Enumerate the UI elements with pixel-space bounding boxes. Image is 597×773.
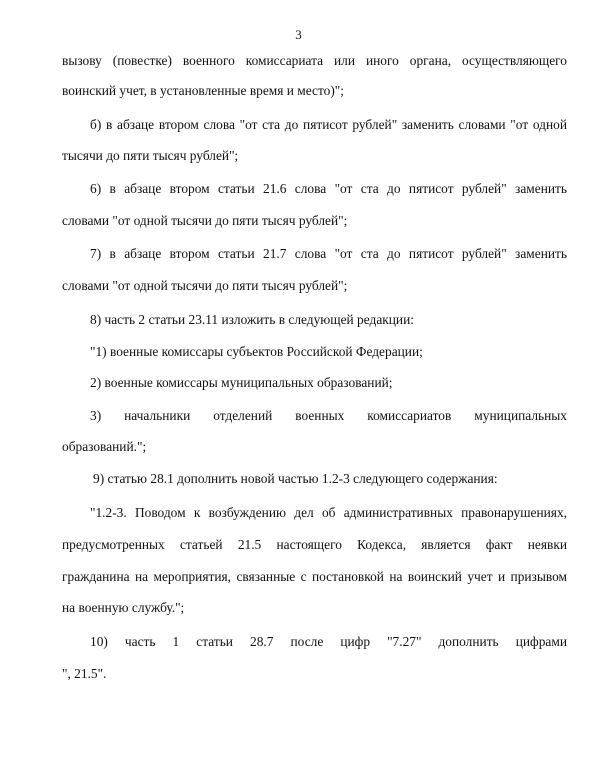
text-line: 2) военные комиссары муниципальных образований; [90, 375, 393, 390]
text-line: вызову (повестке) военного комиссариата или иного органа, осуществляющего [62, 53, 567, 68]
text-line: предусмотренных статьей 21.5 настоящего Кодекса, является факт неявки [62, 537, 567, 552]
text-line: 9) статью 28.1 дополнить новой частью 1.2-3 следующего содержания: [93, 471, 498, 486]
text-line: на военную службу."; [62, 600, 185, 615]
text-line: 10) часть 1 статьи 28.7 после цифр "7.27" дополнить цифрами [90, 634, 567, 649]
text-line: ", 21.5". [62, 666, 107, 681]
text-line: 7) в абзаце втором статьи 21.7 слова "от ста до пятисот рублей" заменить [90, 246, 567, 261]
text-line: "1.2-3. Поводом к возбуждению дел об административных правонарушениях, [90, 505, 567, 520]
text-line: 3) начальники отделений военных комиссариатов муниципальных [90, 408, 567, 423]
text-line: воинский учет, в установленные время и место)"; [62, 83, 344, 98]
text-line: словами "от одной тысячи до пяти тысяч рублей"; [62, 278, 348, 293]
text-line: б) в абзаце втором слова "от ста до пятисот рублей" заменить словами "от одной [90, 117, 567, 132]
text-line: образований."; [62, 439, 147, 454]
text-line: 8) часть 2 статьи 23.11 изложить в следующей редакции: [90, 312, 414, 327]
text-line: словами "от одной тысячи до пяти тысяч рублей"; [62, 213, 348, 228]
text-line: гражданина на мероприятия, связанные с постановкой на воинский учет и призывом [62, 569, 567, 584]
page-number: 3 [295, 27, 302, 42]
text-line: тысячи до пяти тысяч рублей"; [62, 148, 239, 163]
text-line: "1) военные комиссары субъектов Российской Федерации; [90, 344, 423, 359]
text-line: 6) в абзаце втором статьи 21.6 слова "от ста до пятисот рублей" заменить [90, 181, 567, 196]
